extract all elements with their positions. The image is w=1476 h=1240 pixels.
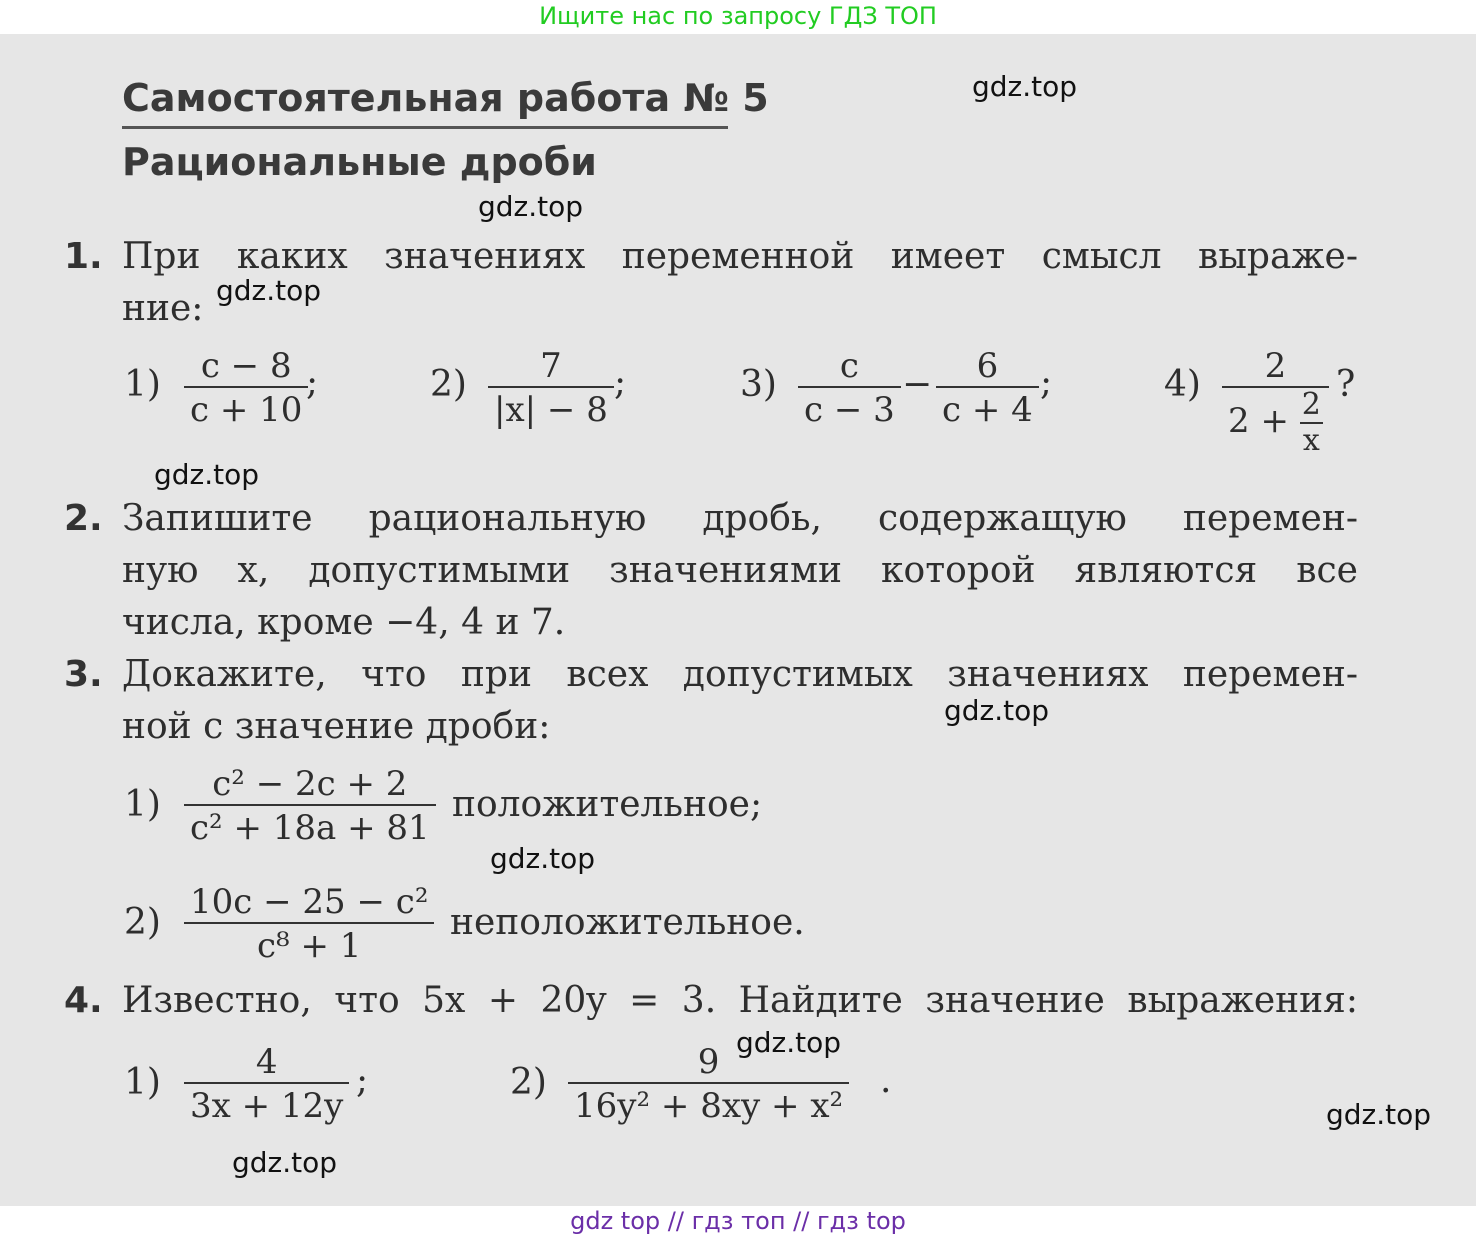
fraction [936,346,1039,432]
item-label: 1) [124,364,161,405]
denominator-prefix: 2 + [1228,401,1289,441]
item-label: 4) [1164,364,1201,405]
punctuation: ; [356,1060,369,1101]
task-number: 4. [64,980,103,1021]
watermark: gdz.top [944,694,1050,727]
watermark: gdz.top [478,190,584,223]
watermark: gdz.top [736,1026,842,1059]
task-number: 2. [64,498,103,539]
fraction [798,346,901,432]
item-label: 2) [124,902,161,943]
fraction-denominator: |x| − 8 [494,390,608,430]
fraction [184,764,436,850]
task-text: числа, кроме −4, 4 и 7. [122,602,566,643]
fraction-numerator: 2 [1264,346,1287,386]
result-text: неположительное. [450,902,805,943]
task-number: 1. [64,236,103,277]
item-label: 3) [740,364,777,405]
fraction-denominator: c² + 18a + 81 [190,808,430,848]
fraction-numerator: c [839,346,859,386]
fraction-numerator: c² − 2c + 2 [212,764,408,804]
compound-fraction [1222,346,1329,458]
watermark: gdz.top [216,274,322,307]
punctuation: ; [614,362,627,403]
watermark: gdz.top [972,70,1078,103]
task-text: ную x, допустимыми значениями которой являются все [122,550,1358,591]
task-text: ние: [122,288,204,329]
fraction-denominator: c⁸ + 1 [257,926,362,966]
title-underline [122,126,728,129]
fraction-denominator: c − 3 [804,390,895,430]
punctuation: ; [1040,362,1053,403]
top-banner[interactable]: Ищите нас по запросу ГДЗ ТОП [539,2,937,30]
minus-sign: − [902,364,933,405]
watermark: gdz.top [1326,1098,1432,1131]
fraction-denominator: c + 10 [190,390,303,430]
fraction-denominator: x [1302,423,1320,458]
result-text: положительное; [452,784,763,825]
fraction-numerator: 10c − 25 − c² [190,882,429,922]
task-text: Запишите рациональную дробь, содержащую перемен- [122,498,1358,539]
task-text: ной c значение дроби: [122,706,551,747]
watermark: gdz.top [154,458,260,491]
item-label: 2) [510,1062,547,1103]
watermark: gdz.top [490,842,596,875]
task-text: Известно, что 5x + 20y = 3. Найдите значение выражения: [122,980,1358,1021]
punctuation: ; [306,362,319,403]
fraction-denominator [1222,388,1329,458]
punctuation: . [880,1060,892,1101]
item-label: 2) [430,364,467,405]
fraction-denominator: 16y² + 8xy + x² [574,1086,844,1126]
nested-fraction [1300,388,1323,458]
fraction [184,1042,349,1128]
fraction [184,346,308,432]
item-label: 1) [124,784,161,825]
fraction-numerator: 7 [540,346,562,386]
fraction [184,882,434,968]
fraction-numerator: 6 [976,346,999,386]
fraction-numerator: 9 [697,1042,720,1082]
fraction [488,346,614,432]
fraction-denominator: c + 4 [942,390,1033,430]
fraction-numerator: 2 [1301,387,1321,422]
task-text: Докажите, что при всех допустимых значениях перемен- [122,654,1358,695]
watermark: gdz.top [232,1146,338,1179]
task-number: 3. [64,654,103,695]
fraction-numerator: 4 [255,1042,278,1082]
fraction-denominator: 3x + 12y [190,1086,344,1126]
question-mark: ? [1336,364,1356,405]
task-text: При каких значениях переменной имеет смысл выраже- [122,236,1358,277]
bottom-banner[interactable]: gdz top // гдз топ // гдз top [570,1207,906,1235]
worksheet-title: Самостоятельная работа № 5 [122,76,769,120]
fraction-numerator: c − 8 [200,346,292,386]
item-label: 1) [124,1062,161,1103]
worksheet-subtitle: Рациональные дроби [122,140,597,184]
